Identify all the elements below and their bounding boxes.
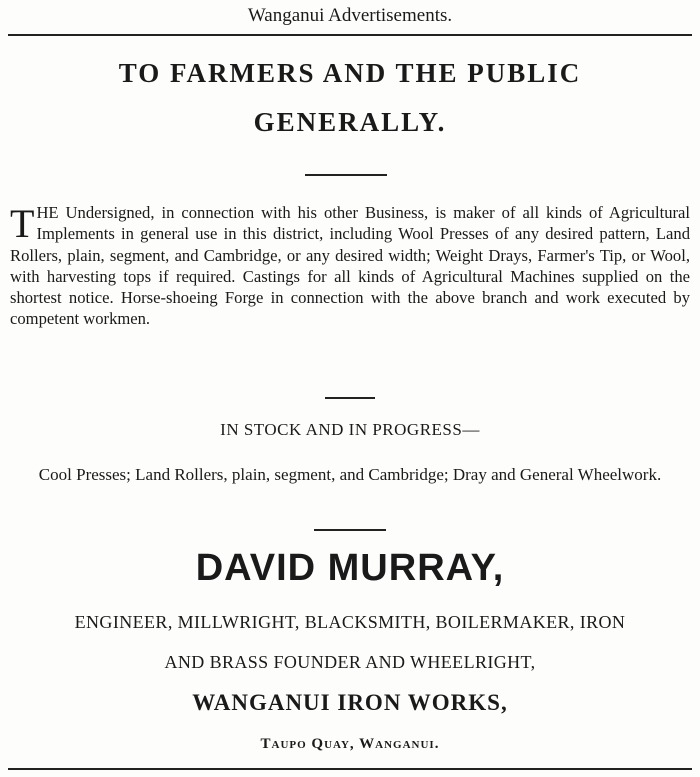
divider-rule [325, 397, 375, 399]
trades-line-2: AND BRASS FOUNDER AND WHEELRIGHT, [164, 652, 536, 672]
stock-heading: IN STOCK AND IN PROGRESS— [220, 420, 480, 439]
divider-rule [314, 529, 386, 531]
divider-rule [305, 174, 387, 176]
headline-line-1: TO FARMERS AND THE PUBLIC [118, 58, 582, 88]
trades-line-1: ENGINEER, MILLWRIGHT, BLACKSMITH, BOILERMAKER, IRON [74, 612, 626, 632]
top-rule [8, 34, 692, 36]
section-header: Wanganui Advertisements. [247, 5, 453, 26]
headline-line-2: GENERALLY. [253, 107, 447, 137]
advertiser-name: DAVID MURRAY, [195, 547, 505, 589]
drop-cap: T [10, 201, 35, 246]
body-text: HE Undersigned, in connection with his other Business, is maker of all kinds of Agricultural Implements in general use in this district, including Wool Presses of any desired pattern, Land Rollers, plain, segment, and Cambridge, or any desired width; Weight Drays, Farmer's Tip, or Wool, with harvesting tops if required. Castings for all kinds of Agricultural Machines supplied on the shortest notice. Horse-shoeing Forge in connection with the above branch and work executed by competent workmen. [10, 203, 690, 329]
stock-text: Cool Presses; Land Rollers, plain, segment, and Cambridge; Dray and General Wheelwork. [38, 465, 662, 484]
bottom-rule [8, 768, 692, 770]
address: Taupo Quay, Wanganui. [260, 736, 440, 752]
works-name: WANGANUI IRON WORKS, [192, 690, 508, 715]
body-paragraph [10, 202, 690, 330]
